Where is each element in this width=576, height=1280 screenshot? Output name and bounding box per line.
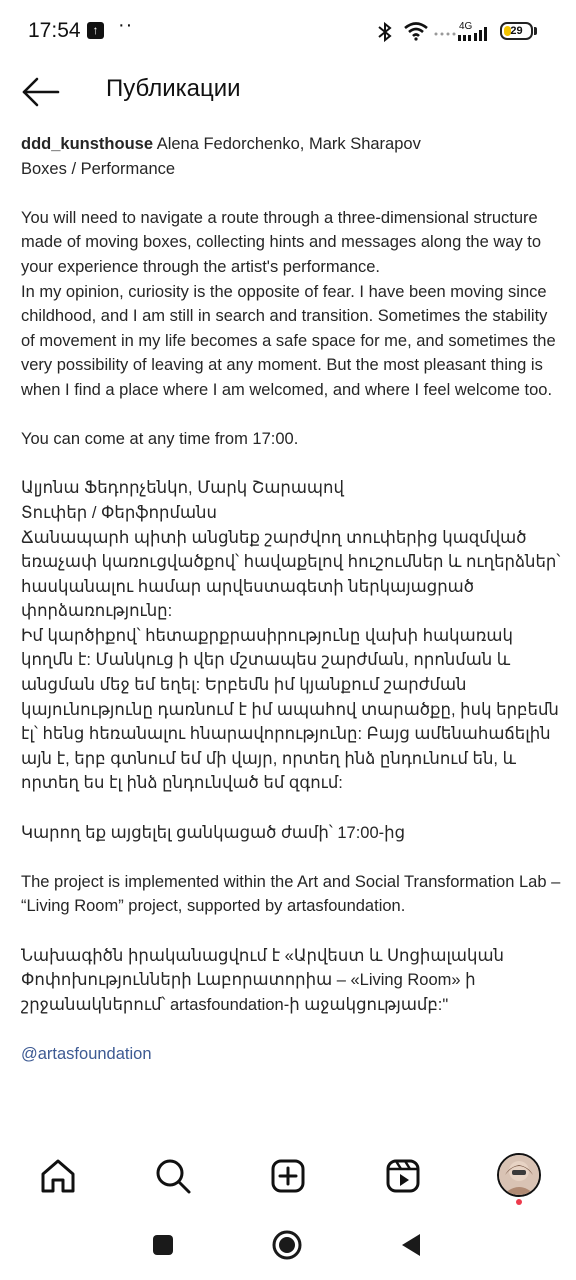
post-username[interactable]: ddd_kunsthouse	[21, 135, 154, 153]
caption-paragraph-en-1: You will need to navigate a route through a three-dimensional structure made of moving boxes, collecting hints and messages along the way to your experience through the artist's performance.	[21, 208, 546, 276]
wifi-icon	[403, 21, 429, 41]
back-arrow-icon[interactable]	[20, 74, 64, 110]
network-type: 4G	[459, 21, 473, 32]
post-caption	[21, 132, 565, 1067]
status-time: 17:54	[28, 19, 81, 42]
status-bar	[0, 0, 576, 64]
caption-hy-authors: Ալյոնա Ֆեդորչենկո, Մարկ Շարապով	[21, 479, 344, 498]
caption-header	[21, 132, 561, 157]
post-subtitle: Boxes / Performance	[21, 159, 176, 178]
search-icon[interactable]	[153, 1156, 193, 1196]
profile-avatar[interactable]	[497, 1153, 541, 1197]
home-icon[interactable]	[38, 1156, 78, 1196]
signal-icon	[458, 26, 492, 42]
caption-time-hy: Կարող եք այցելել ցանկացած ժամի՝ 17:00-ից	[21, 823, 406, 842]
home-circle-icon[interactable]	[271, 1229, 303, 1261]
avatar-image	[499, 1155, 539, 1195]
bluetooth-icon	[376, 21, 394, 43]
caption-paragraph-hy-1: Ճանապարհ պիտի անցնեք շարժվող տուփերից կազմված եռաչափ կառուցվածքով՝ հավաքելով հուշումներ և ուղերձներ՝ հասկանալու համար արվեստագետի ներկայացրած փորձառությունը:	[21, 528, 565, 621]
battery-tip	[534, 27, 537, 35]
page-title: Публикации	[106, 75, 241, 102]
notification-dot	[516, 1199, 522, 1205]
app-header	[0, 64, 576, 120]
create-icon[interactable]	[268, 1156, 308, 1196]
caption-project-hy: Նախագիծն իրականացվում է «Արվեստ և Սոցիալական Փոփոխությունների Լաբորատորիա – «Living Room» ի շրջանակներում՝ artasfoundation-ի աջակցությամբ:"	[21, 946, 509, 1014]
upload-notification-icon: ↑	[87, 22, 104, 39]
caption-project-en: The project is implemented within the Art and Social Transformation Lab – “Living Room” project, supported by artasfoundation.	[21, 872, 565, 916]
recents-icon[interactable]	[151, 1233, 175, 1257]
reels-icon[interactable]	[383, 1156, 423, 1196]
mention-link[interactable]: @artasfoundation	[21, 1044, 152, 1063]
post-authors: Alena Fedorchenko, Mark Sharapov	[153, 135, 421, 153]
caption-paragraph-hy-2: Իմ կարծիքով՝ հետաքրքրասիրությունը վախի հակառակ կողմն է: Մանկուց ի վեր մշտապես շարժման, որոնման և անցման մեջ եմ եղել: Երբեմն իմ կյանքում շարժման կայունությունը դառնում է իմ ապահով տարածքը, իսկ երբեմն էլ՝ հենց հեռանալու հնարավորությունը: Բայց ամենահաճելին այն է, երբ գտնում եմ մի վայր, որտեղ ինձ ընդունում են, և որտեղ ես էլ ինձ ընդունված եմ զգում:	[21, 626, 564, 793]
caption-hy-subtitle: Տուփեր / Փերֆորմանս	[21, 503, 217, 522]
bottom-nav	[0, 1146, 576, 1206]
system-nav-bar	[0, 1208, 576, 1280]
signal-dots-icon	[434, 31, 456, 37]
back-triangle-icon[interactable]	[398, 1232, 424, 1258]
more-notifications-icon: ··	[118, 14, 134, 36]
battery-icon	[500, 22, 533, 40]
battery-level: 29	[510, 25, 523, 37]
caption-time-en: You can come at any time from 17:00.	[21, 430, 299, 449]
caption-paragraph-en-2: In my opinion, curiosity is the opposite of fear. I have been moving since childhood, and I am still in search and transition. Sometimes the stability of movement in my life becomes a safe space for me, and sometimes the very possibility of leaving at any moment. But the most pleasant thing is when I find a place where I am welcomed, and where I feel welcome too.	[21, 282, 561, 399]
